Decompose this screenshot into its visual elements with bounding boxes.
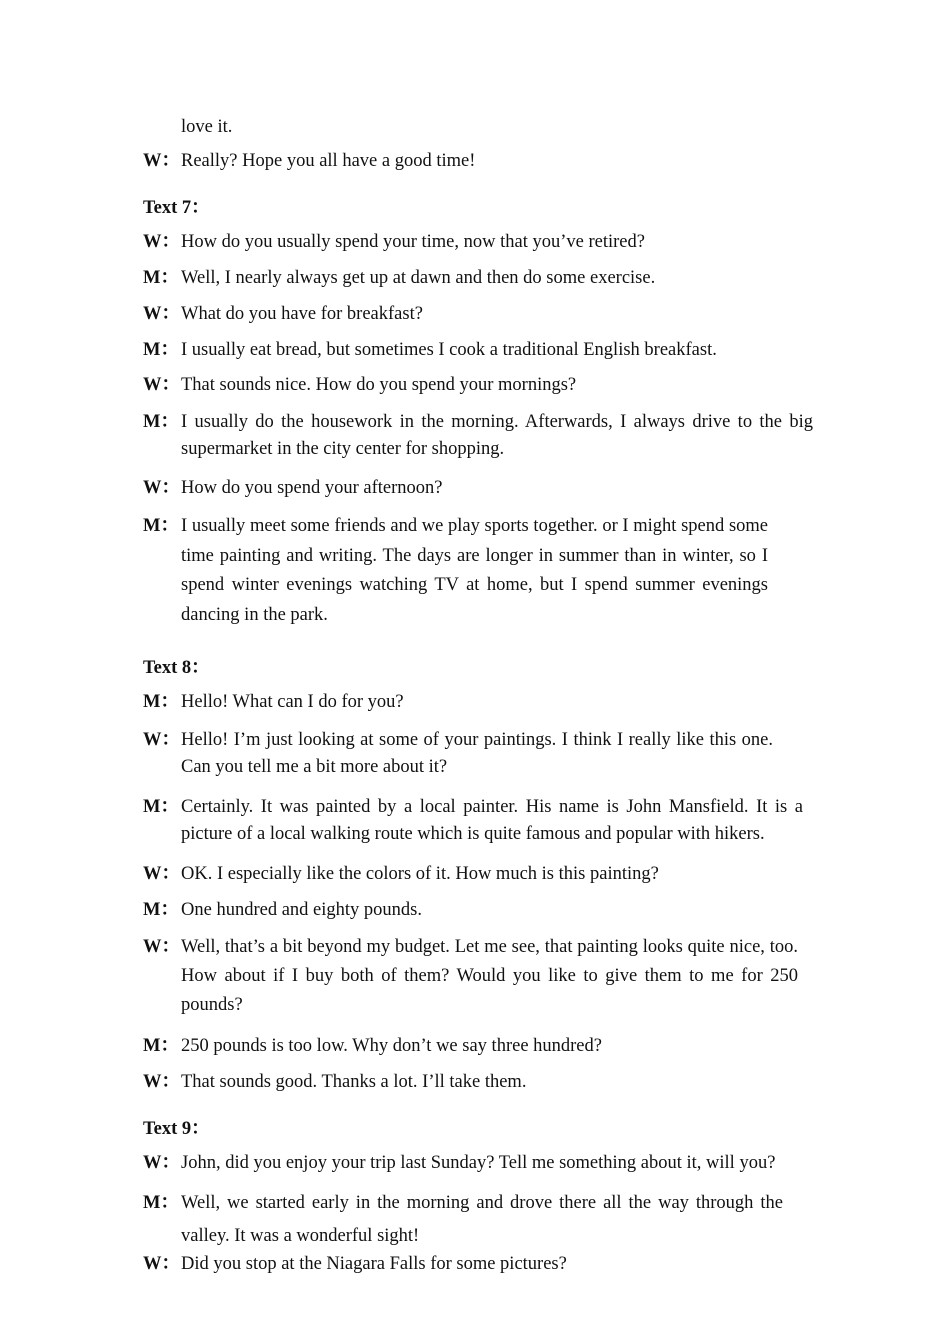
speaker-label: M： — [143, 797, 179, 817]
dialogue-text: Well, that’s a bit beyond my budget. Let me see, that painting looks quite nice, too. How about if I buy both of them? Would you like to give them to me for 250 pounds? — [181, 937, 798, 1015]
dialogue-text: How do you usually spend your time, now that you’ve retired? — [181, 232, 645, 252]
speaker-label: M： — [143, 268, 179, 288]
dialogue-line — [143, 896, 813, 924]
dialogue-line — [143, 794, 803, 848]
dialogue-text: 250 pounds is too low. Why don’t we say three hundred? — [181, 1036, 602, 1056]
dialogue-text: Well, I nearly always get up at dawn and then do some exercise. — [181, 268, 656, 288]
section-heading-text-7: Text 7： — [143, 198, 210, 218]
dialogue-line — [143, 147, 813, 175]
dialogue-text: Certainly. It was painted by a local painter. His name is John Mansfield. It is a picture of a local walking route which is quite famous and popular with hikers. — [181, 797, 803, 844]
speaker-label: W： — [143, 375, 181, 395]
speaker-label: M： — [143, 692, 179, 712]
dialogue-text: Hello! I’m just looking at some of your paintings. I think I really like this one. Can you tell me a bit more about it? — [181, 730, 773, 777]
dialogue-line — [143, 1068, 813, 1096]
dialogue-text: What do you have for breakfast? — [181, 304, 423, 324]
dialogue-text: Hello! What can I do for you? — [181, 692, 404, 712]
speaker-label: M： — [143, 516, 179, 536]
speaker-label: W： — [143, 864, 181, 884]
dialogue-text: How do you spend your afternoon? — [181, 478, 443, 498]
dialogue-text: I usually eat bread, but sometimes I cook a traditional English breakfast. — [181, 340, 717, 360]
speaker-label: W： — [143, 937, 181, 957]
speaker-label: W： — [143, 1072, 181, 1092]
dialogue-line — [143, 1149, 813, 1177]
speaker-label: M： — [143, 1193, 179, 1213]
speaker-label: W： — [143, 730, 181, 750]
section-heading-text-9: Text 9： — [143, 1119, 210, 1139]
speaker-label: W： — [143, 304, 181, 324]
dialogue-line — [143, 228, 813, 256]
continued-line — [143, 113, 813, 141]
section-heading-text-8: Text 8： — [143, 658, 210, 678]
speaker-label: W： — [143, 1254, 181, 1274]
dialogue-line — [143, 933, 798, 1020]
dialogue-line — [143, 860, 813, 888]
speaker-label: M： — [143, 1036, 179, 1056]
dialogue-line — [143, 300, 813, 328]
dialogue-text: John, did you enjoy your trip last Sunday? Tell me something about it, will you? — [181, 1153, 776, 1173]
speaker-label: W： — [143, 478, 181, 498]
dialogue-line — [143, 474, 813, 502]
dialogue-text: OK. I especially like the colors of it. How much is this painting? — [181, 864, 659, 884]
dialogue-line — [143, 688, 813, 716]
dialogue-line — [143, 1250, 813, 1278]
dialogue-line — [143, 409, 813, 463]
speaker-label: W： — [143, 1153, 181, 1173]
dialogue-text: That sounds nice. How do you spend your mornings? — [181, 375, 577, 395]
dialogue-line — [143, 727, 773, 781]
dialogue-text: Well, we started early in the morning and drove there all the way through the valley. It was a wonderful sight! — [181, 1193, 783, 1246]
dialogue-line — [143, 1032, 813, 1060]
dialogue-text: Did you stop at the Niagara Falls for some pictures? — [181, 1254, 567, 1274]
speaker-label: M： — [143, 900, 179, 920]
dialogue-text: One hundred and eighty pounds. — [181, 900, 422, 920]
dialogue-line — [143, 264, 813, 292]
dialogue-line — [143, 336, 813, 364]
dialogue-text: That sounds good. Thanks a lot. I’ll take them. — [181, 1072, 527, 1092]
speaker-label: W： — [143, 151, 181, 171]
dialogue-line — [143, 371, 813, 399]
dialogue-line — [143, 1187, 783, 1253]
dialogue-text: I usually meet some friends and we play sports together. or I might spend some time painting and writing. The days are longer in summer than in winter, so I spend winter evenings watching TV at home, but I spend summer evenings dancing in the park. — [181, 516, 768, 625]
dialogue-text: Really? Hope you all have a good time! — [181, 151, 476, 171]
speaker-label: M： — [143, 412, 179, 432]
speaker-label: M： — [143, 340, 179, 360]
speaker-label: W： — [143, 232, 181, 252]
dialogue-text: love it. — [181, 117, 233, 137]
dialogue-line — [143, 512, 768, 630]
dialogue-text: I usually do the housework in the morning. Afterwards, I always drive to the big supermarket in the city center for shopping. — [181, 412, 813, 459]
